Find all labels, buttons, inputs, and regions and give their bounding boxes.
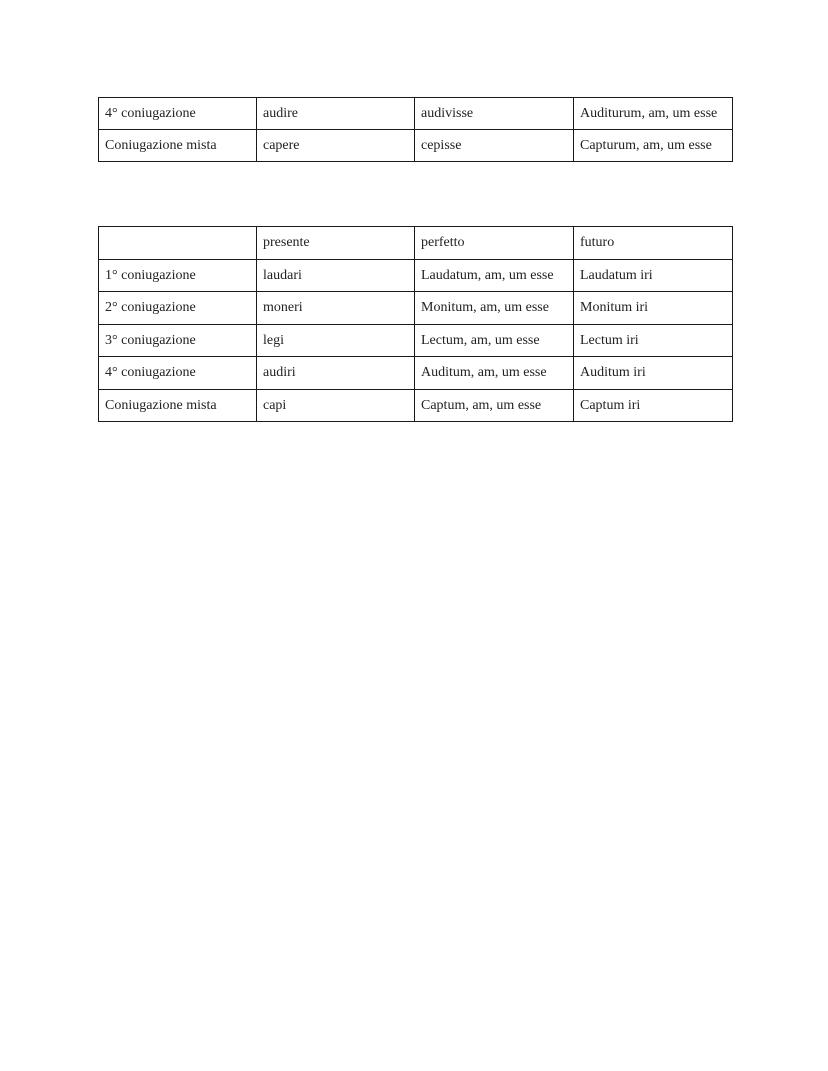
table-cell: cepisse [415,130,574,162]
table-cell: Auditum iri [574,357,733,390]
table-cell: Coniugazione mista [99,389,257,422]
table-cell: Monitum iri [574,292,733,325]
table-cell: capere [257,130,415,162]
table-cell: Laudatum, am, um esse [415,259,574,292]
table-header-cell: futuro [574,227,733,260]
table-header-cell [99,227,257,260]
table-cell: Captum, am, um esse [415,389,574,422]
table-cell: Lectum, am, um esse [415,324,574,357]
table-cell: Captum iri [574,389,733,422]
table-row [99,259,733,292]
table-cell: 4° coniugazione [99,357,257,390]
table-row [99,130,733,162]
table-cell: 2° coniugazione [99,292,257,325]
table-cell: Laudatum iri [574,259,733,292]
table-cell: capi [257,389,415,422]
table-cell: Monitum, am, um esse [415,292,574,325]
table-row [99,324,733,357]
table-cell: legi [257,324,415,357]
table-row [99,389,733,422]
table-cell: laudari [257,259,415,292]
table-cell: audivisse [415,98,574,130]
table-cell: Capturum, am, um esse [574,130,733,162]
table-row [99,357,733,390]
infinitive-active-table-continued [98,97,733,162]
table-cell: audire [257,98,415,130]
table-cell: moneri [257,292,415,325]
table-cell: Auditum, am, um esse [415,357,574,390]
table-cell: Lectum iri [574,324,733,357]
table-cell: 4° coniugazione [99,98,257,130]
table-cell: 3° coniugazione [99,324,257,357]
table-cell: Auditurum, am, um esse [574,98,733,130]
table-header-cell: perfetto [415,227,574,260]
table-header-cell: presente [257,227,415,260]
table-row [99,98,733,130]
table-cell: audiri [257,357,415,390]
table-cell: Coniugazione mista [99,130,257,162]
table-header-row [99,227,733,260]
table-row [99,292,733,325]
infinitive-passive-table [98,226,733,422]
table-cell: 1° coniugazione [99,259,257,292]
